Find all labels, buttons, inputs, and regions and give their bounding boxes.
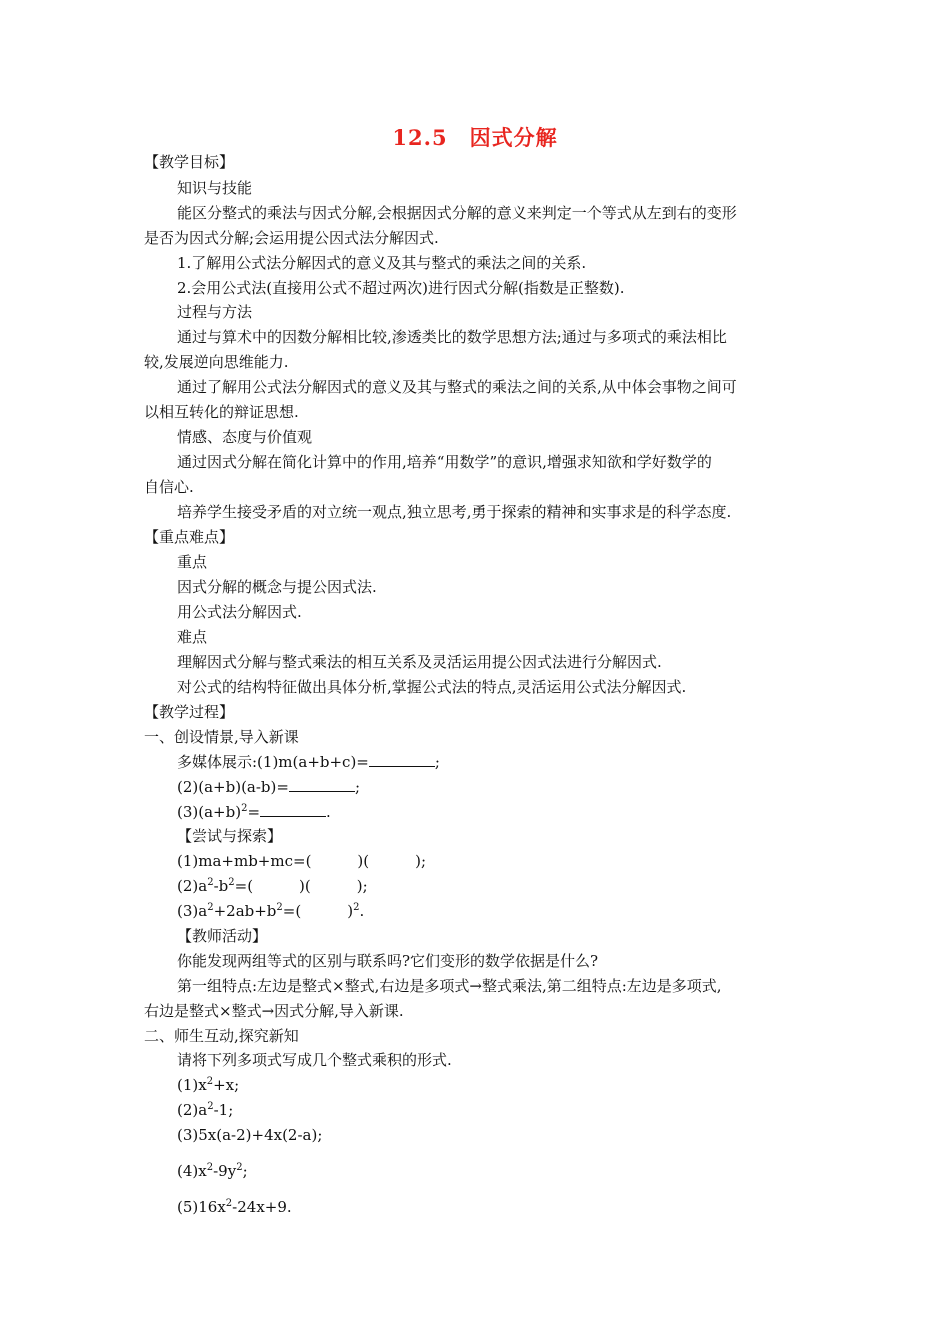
math-text: -9y xyxy=(213,1162,237,1180)
math-text: 多媒体展示:(1)m(a+b+c)= xyxy=(177,753,369,771)
superscript: 2 xyxy=(206,1076,214,1087)
paragraph-text: 自信心. xyxy=(144,478,194,496)
math-text: =( xyxy=(282,902,302,920)
superscript: 2 xyxy=(353,902,360,913)
answer-blank xyxy=(260,802,326,817)
math-text: (3)(a+b) xyxy=(177,803,242,821)
subheading-difficulty: 难点 xyxy=(177,628,208,646)
step-heading: 一、创设情景,导入新课 xyxy=(144,728,299,746)
paragraph-text: 能区分整式的乘法与因式分解,会根据因式分解的意义来判定一个等式从左到右的变形 xyxy=(177,204,737,222)
paragraph-text: 是否为因式分解;会运用提公因式法分解因式. xyxy=(144,229,439,247)
math-text: . xyxy=(359,902,365,920)
math-text: (3)a xyxy=(177,902,208,920)
superscript: 2 xyxy=(225,1198,233,1209)
math-text: )( xyxy=(357,852,370,870)
subheading-method: 过程与方法 xyxy=(177,303,253,321)
math-text: +2ab+b xyxy=(213,902,277,920)
paragraph-text: 对公式的结构特征做出具体分析,掌握公式法的特点,灵活运用公式法分解因式. xyxy=(177,678,687,696)
answer-blank xyxy=(289,777,355,792)
paragraph-text: 第一组特点:左边是整式×整式,右边是多项式→整式乘法,第二组特点:左边是多项式, xyxy=(177,977,722,995)
paragraph-text: 通过了解用公式法分解因式的意义及其与整式的乘法之间的关系,从中体会事物之间可 xyxy=(177,378,737,396)
paragraph-text: 因式分解的概念与提公因式法. xyxy=(177,578,377,596)
paragraph-text: 用公式法分解因式. xyxy=(177,603,302,621)
superscript: 2 xyxy=(236,1162,243,1173)
subheading-try: 【尝试与探索】 xyxy=(177,827,283,845)
math-text: ); xyxy=(415,852,427,870)
math-text: ) xyxy=(347,902,354,920)
paragraph-text: 培养学生接受矛盾的对立统一观点,独立思考,勇于探索的精神和实事求是的科学态度. xyxy=(177,503,732,521)
math-line xyxy=(177,802,331,822)
math-line xyxy=(177,876,368,896)
paragraph-text: 请将下列多项式写成几个整式乘积的形式. xyxy=(177,1051,452,1069)
math-text: (1)x xyxy=(177,1076,207,1094)
math-text: = xyxy=(247,803,261,821)
exercise-item xyxy=(177,1100,233,1120)
superscript: 2 xyxy=(207,1101,214,1112)
math-line xyxy=(177,901,364,921)
answer-blank xyxy=(369,752,435,767)
superscript: 2 xyxy=(228,877,235,888)
superscript: 2 xyxy=(206,1162,214,1173)
section-heading-keypoints: 【重点难点】 xyxy=(144,528,235,546)
section-heading-goals: 【教学目标】 xyxy=(144,153,235,171)
superscript: 2 xyxy=(241,803,248,814)
math-text: ; xyxy=(242,1162,248,1180)
paragraph-text: 通过与算术中的因数分解相比较,渗透类比的数学思想方法;通过与多项式的乘法相比 xyxy=(177,328,727,346)
math-text: . xyxy=(326,803,331,821)
math-text: (2)a xyxy=(177,1101,208,1119)
math-line xyxy=(177,851,426,871)
math-text: (2)a xyxy=(177,877,208,895)
math-text: (2)(a+b)(a-b)= xyxy=(177,778,289,796)
math-text: (1)ma+mb+mc=( xyxy=(177,852,312,870)
math-text: (4)x xyxy=(177,1162,207,1180)
superscript: 2 xyxy=(207,877,214,888)
paragraph-text: 以相互转化的辩证思想. xyxy=(144,403,299,421)
math-line xyxy=(177,752,440,772)
paragraph-text: 右边是整式×整式→因式分解,导入新课. xyxy=(144,1002,404,1020)
exercise-item: (3)5x(a-2)+4x(2-a); xyxy=(177,1126,323,1144)
math-text: ; xyxy=(434,753,440,771)
section-heading-process: 【教学过程】 xyxy=(144,703,235,721)
superscript: 2 xyxy=(276,902,283,913)
math-text: (5)16x xyxy=(177,1198,226,1216)
math-text: ; xyxy=(354,778,361,796)
math-text: =( xyxy=(234,877,254,895)
exercise-item xyxy=(177,1197,292,1217)
math-line xyxy=(177,777,360,797)
subheading-key: 重点 xyxy=(177,553,208,571)
math-text: ); xyxy=(356,877,368,895)
exercise-item xyxy=(177,1161,248,1181)
math-text: -1; xyxy=(213,1101,234,1119)
document-title: 12.5 因式分解 xyxy=(392,125,558,150)
subheading-teacher: 【教师活动】 xyxy=(177,927,268,945)
superscript: 2 xyxy=(207,902,214,913)
subheading-emotion: 情感、态度与价值观 xyxy=(177,428,313,446)
step-heading: 二、师生互动,探究新知 xyxy=(144,1027,299,1045)
list-item: 1.了解用公式法分解因式的意义及其与整式的乘法之间的关系. xyxy=(177,254,587,272)
paragraph-text: 通过因式分解在简化计算中的作用,培养“用数学”的意识,增强求知欲和学好数学的 xyxy=(177,453,712,471)
exercise-item xyxy=(177,1075,239,1095)
paragraph-text: 你能发现两组等式的区别与联系吗?它们变形的数学依据是什么? xyxy=(177,952,599,970)
subheading-knowledge: 知识与技能 xyxy=(177,179,253,197)
math-text: +x; xyxy=(213,1076,240,1094)
math-text: )( xyxy=(299,877,311,895)
math-text: -24x+9. xyxy=(232,1198,292,1216)
paragraph-text: 较,发展逆向思维能力. xyxy=(144,353,289,371)
math-text: -b xyxy=(213,877,229,895)
list-item: 2.会用公式法(直接用公式不超过两次)进行因式分解(指数是正整数). xyxy=(177,279,625,297)
paragraph-text: 理解因式分解与整式乘法的相互关系及灵活运用提公因式法进行分解因式. xyxy=(177,653,662,671)
